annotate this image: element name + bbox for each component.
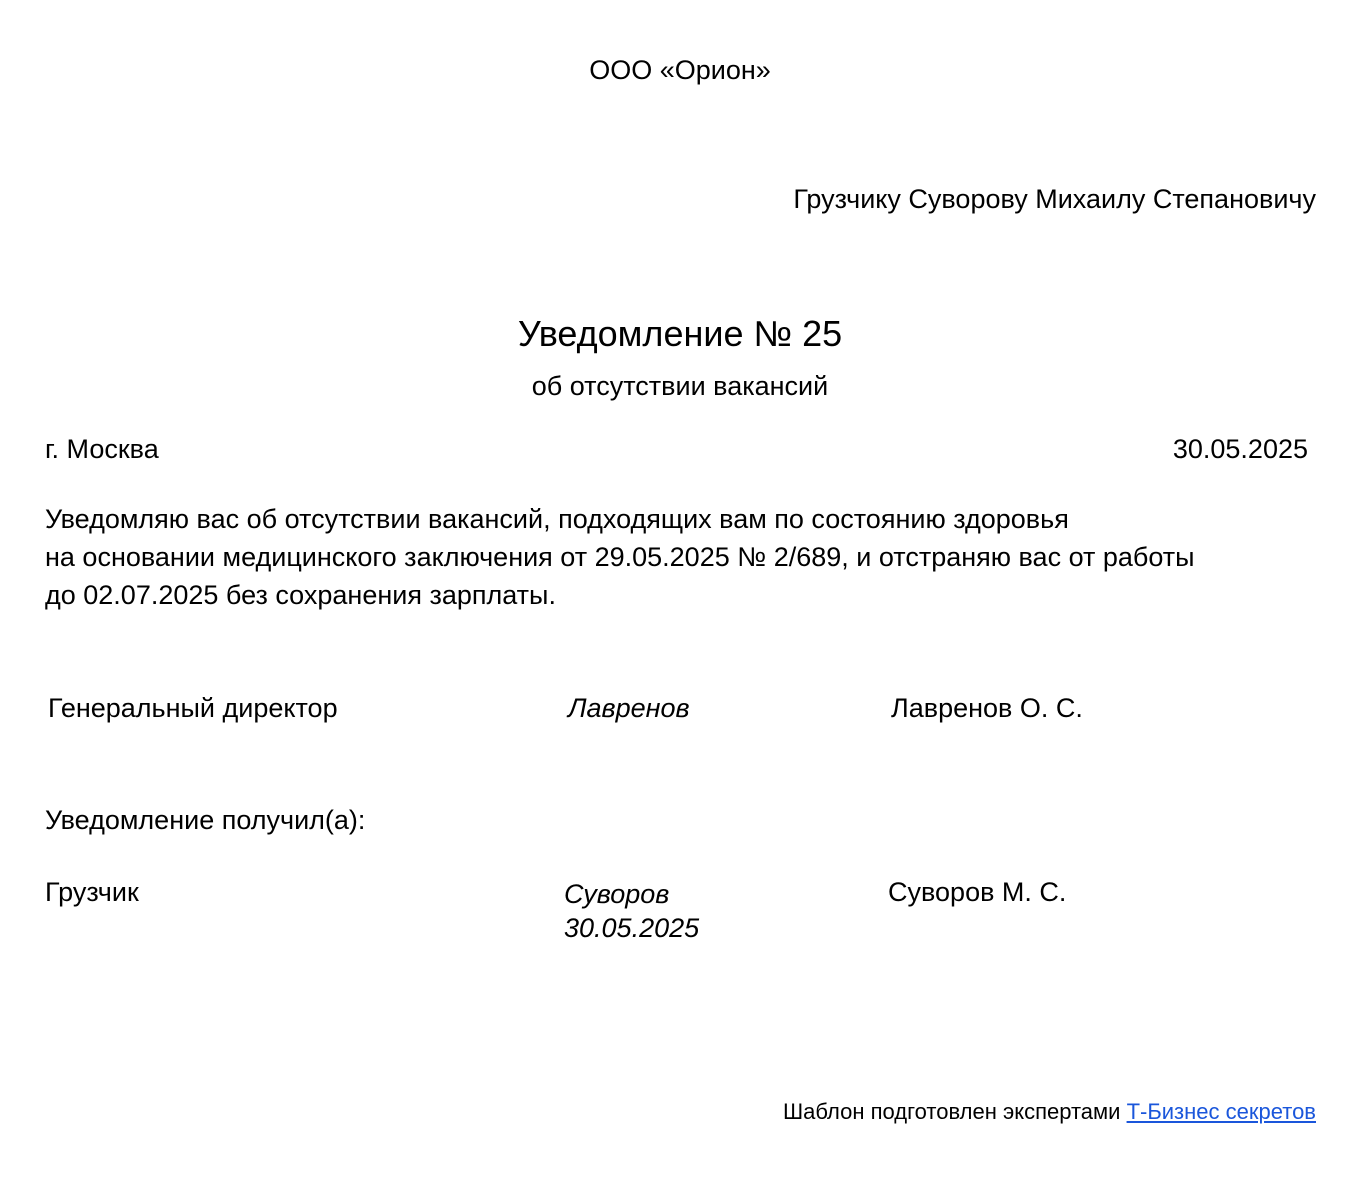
received-label: Уведомление получил(а): (45, 805, 366, 835)
recipient-line: Грузчику Суворову Михаилу Степановичу (793, 184, 1316, 214)
employee-name: Суворов М. С. (888, 877, 1067, 907)
document-body (45, 500, 1195, 614)
document-date: 30.05.2025 (1172, 434, 1308, 464)
body-line: Уведомляю вас об отсутствии вакансий, подходящих вам по состоянию здоровья (45, 504, 1069, 534)
employee-signature-date: 30.05.2025 (564, 913, 700, 943)
document-subtitle: об отсутствии вакансий (531, 371, 829, 401)
company-name: ООО «Орион» (589, 55, 771, 85)
template-footer (783, 1099, 1316, 1125)
body-line: на основании медицинского заключения от 29.05.2025 № 2/689, и отстраняю вас от работы (45, 542, 1195, 572)
employee-position: Грузчик (45, 877, 139, 907)
director-name: Лавренов О. С. (891, 693, 1083, 723)
document-city: г. Москва (45, 434, 159, 464)
employee-signature: Суворов (564, 879, 670, 909)
director-position: Генеральный директор (48, 693, 338, 723)
director-signature: Лавренов (568, 693, 690, 723)
footer-text: Шаблон подготовлен экспертами (783, 1099, 1127, 1124)
employee-signature-block (564, 877, 699, 945)
body-line: до 02.07.2025 без сохранения зарплаты. (45, 580, 556, 610)
document-title: Уведомление № 25 (517, 313, 843, 354)
footer-link[interactable]: Т-Бизнес секретов (1126, 1099, 1316, 1124)
